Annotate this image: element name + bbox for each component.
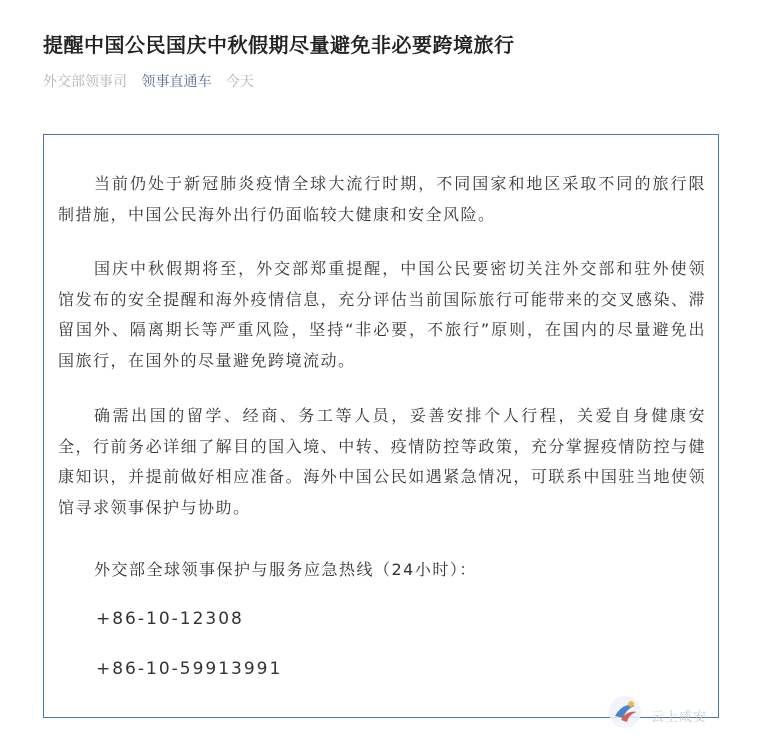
account-name-link[interactable]: 领事直通车 — [141, 74, 212, 90]
paragraph: 确需出国的留学、经商、务工等人员，妥善安排个人行程，关爱自身健康安全，行前务必详细了解目的国入境、中转、疫情防控等政策，充分掌握疫情防控与健康知识，并提前做好相应准备。海外中国公民如遇紧急情况，可联系中国驻当地使领馆寻求领事保护与协助。 — [58, 406, 706, 517]
yunshang-xianan-logo-icon — [607, 694, 643, 730]
paragraph: 国庆中秋假期将至，外交部郑重提醒，中国公民要密切关注外交部和驻外使领馆发布的安全提醒和海外疫情信息，充分评估当前国际旅行可能带来的交叉感染、滞留国外、隔离期长等严重风险，坚持“非必要，不旅行”原则，在国内的尽量避免出国旅行，在国外的尽量避免跨境流动。 — [58, 259, 706, 370]
watermark — [607, 694, 727, 734]
publish-date: 今天 — [225, 74, 254, 90]
article-title: 提醒中国公民国庆中秋假期尽量避免非必要跨境旅行 — [43, 33, 515, 57]
article-content-box — [43, 134, 719, 718]
hotline-number[interactable]: +86-10-12308 — [96, 609, 244, 629]
hotline-number[interactable]: +86-10-59913991 — [96, 659, 283, 679]
hotline-heading: 外交部全球领事保护与服务应急热线（24小时）： — [94, 560, 477, 579]
paragraph: 当前仍处于新冠肺炎疫情全球大流行时期，不同国家和地区采取不同的旅行限制措施，中国公民海外出行仍面临较大健康和安全风险。 — [58, 174, 706, 224]
watermark-text: 云上咸安 — [651, 710, 708, 725]
article-meta — [43, 72, 264, 92]
article-source: 外交部领事司 — [43, 74, 127, 90]
